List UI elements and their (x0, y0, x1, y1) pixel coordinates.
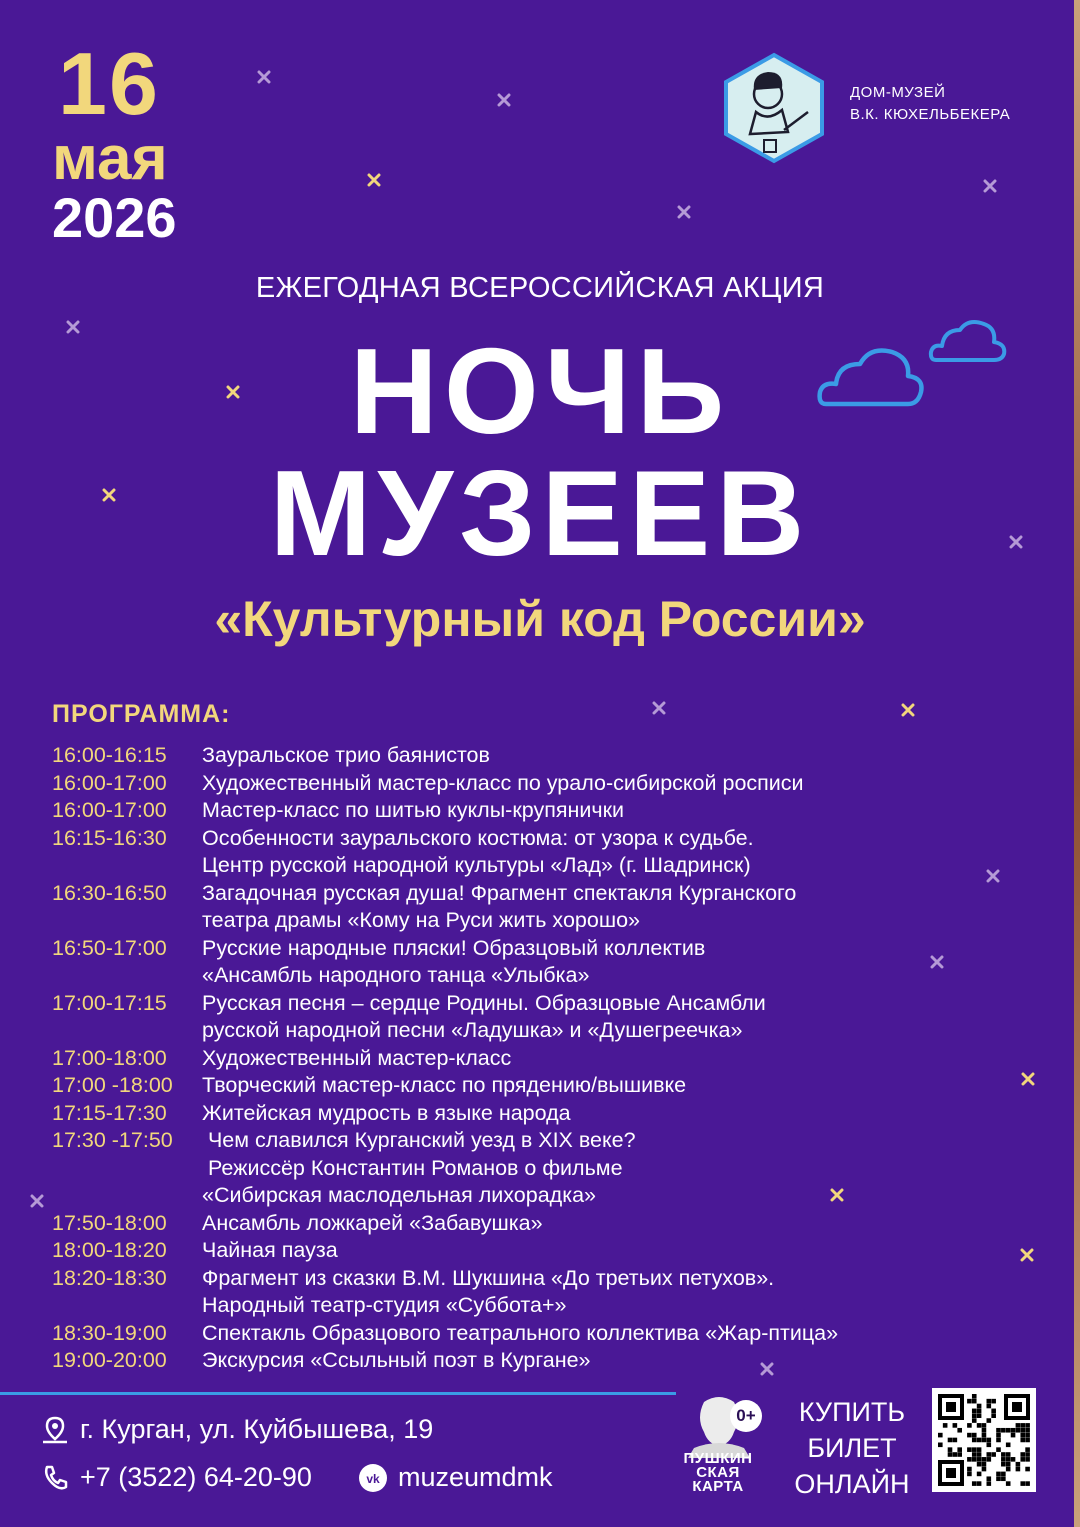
star-icon (30, 1194, 44, 1208)
program-description: Спектакль Образцового театрального коллектива «Жар-птица» (202, 1320, 839, 1345)
program-schedule (52, 742, 1012, 1375)
program-row (52, 962, 1012, 990)
program-row (52, 1265, 1012, 1293)
age-rating-badge: 0+ (730, 1400, 762, 1432)
vk-text: muzeumdmk (398, 1462, 553, 1492)
buy-line3: ОНЛАЙН (794, 1469, 910, 1499)
phone-contact[interactable] (40, 1462, 312, 1493)
star-icon (983, 179, 997, 193)
program-time: 16:00-17:00 (52, 798, 167, 822)
program-row (52, 1072, 1012, 1100)
vk-contact[interactable] (358, 1462, 553, 1493)
event-annual-label: ЕЖЕГОДНАЯ ВСЕРОССИЙСКАЯ АКЦИЯ (255, 272, 825, 304)
program-row (52, 1292, 1012, 1320)
program-row (52, 1237, 1012, 1265)
event-title-line2: МУЗЕЕВ (269, 445, 811, 581)
qr-code-icon[interactable] (932, 1388, 1036, 1492)
pushkin-card-line1: ПУШКИН (683, 1450, 753, 1467)
program-time: 16:30-16:50 (52, 880, 167, 905)
program-row (52, 1320, 1012, 1348)
address-contact (40, 1414, 433, 1445)
date-month: мая (52, 124, 168, 193)
star-icon (901, 703, 915, 717)
portrait-logo-icon (722, 52, 826, 164)
program-time: 17:00-17:15 (52, 990, 167, 1015)
program-time: 17:00-18:00 (52, 1045, 167, 1070)
program-description: Художественный мастер-класс (202, 1045, 512, 1070)
program-description: русской народной песни «Ладушка» и «Душегреечка» (202, 1018, 743, 1042)
program-description: Особенности зауральского костюма: от узора к судьбе. (202, 825, 754, 850)
program-row (52, 852, 1012, 880)
program-time: 16:15-16:30 (52, 825, 167, 850)
map-pin-icon (40, 1415, 70, 1445)
program-description: Народный театр-студия «Суббота+» (202, 1293, 567, 1317)
museum-name-line1: ДОМ-МУЗЕЙ (850, 84, 946, 101)
program-row (52, 880, 1012, 908)
program-description: Центр русской народной культуры «Лад» (г. Шадринск) (202, 853, 751, 877)
program-row (52, 1155, 1012, 1183)
program-time (52, 962, 202, 990)
program-description: Чайная пауза (202, 1238, 338, 1262)
program-row (52, 990, 1012, 1018)
date-day: 16 (58, 34, 160, 133)
vk-icon (358, 1463, 388, 1493)
event-title-line1: НОЧЬ (349, 323, 731, 459)
program-row (52, 1017, 1012, 1045)
phone-icon (40, 1463, 70, 1493)
program-time: 17:50-18:00 (52, 1210, 167, 1235)
program-description: Творческий мастер-класс по прядению/вышивке (202, 1073, 687, 1097)
date-year: 2026 (52, 186, 177, 249)
program-description: Загадочная русская душа! Фрагмент спектакля Курганского (202, 880, 797, 905)
program-heading: ПРОГРАММА: (52, 700, 231, 728)
program-description: Чем славился Курганский уезд в XIX веке? (202, 1128, 636, 1152)
buy-line1: КУПИТЬ (798, 1397, 906, 1427)
program-row (52, 1127, 1012, 1155)
program-time: 16:00-16:15 (52, 743, 167, 767)
program-description: Режиссёр Константин Романов о фильме (202, 1155, 623, 1180)
program-time: 16:50-17:00 (52, 935, 167, 960)
buy-line2: БИЛЕТ (807, 1433, 897, 1463)
program-row (52, 797, 1012, 825)
program-row (52, 1100, 1012, 1128)
star-icon (1021, 1072, 1035, 1086)
program-time: 17:00 -18:00 (52, 1073, 173, 1097)
museum-name-line2: В.К. КЮХЕЛЬБЕКЕРА (850, 106, 1011, 123)
program-row (52, 825, 1012, 853)
program-time (52, 1292, 202, 1320)
program-row (52, 770, 1012, 798)
svg-text:vk: vk (366, 1471, 380, 1486)
program-description: Русские народные пляски! Образцовый коллектив (202, 935, 706, 960)
star-icon (677, 205, 691, 219)
program-description: Зауральское трио баянистов (202, 743, 490, 767)
program-time: 18:30-19:00 (52, 1320, 167, 1345)
program-time: 17:15-17:30 (52, 1100, 167, 1125)
program-description: театра драмы «Кому на Руси жить хорошо» (202, 908, 640, 932)
program-time (52, 852, 202, 880)
program-description: «Сибирская маслодельная лихорадка» (202, 1183, 596, 1207)
star-icon (652, 701, 666, 715)
buy-ticket-label[interactable] (784, 1394, 920, 1502)
pushkin-card-logo (666, 1452, 770, 1494)
program-row (52, 907, 1012, 935)
program-time: 19:00-20:00 (52, 1348, 167, 1372)
event-subtitle: «Культурный код России» (214, 591, 866, 647)
star-icon (497, 93, 511, 107)
program-description: Мастер-класс по шитью куклы-крупянички (202, 798, 625, 822)
program-description: Ансамбль ложкарей «Забавушка» (202, 1210, 543, 1235)
phone-text: +7 (3522) 64-20-90 (80, 1462, 312, 1492)
address-text: г. Курган, ул. Куйбышева, 19 (80, 1414, 434, 1444)
program-time: 18:00-18:20 (52, 1238, 167, 1262)
program-row (52, 1182, 1012, 1210)
right-edge-strip (1074, 0, 1080, 1527)
program-description: «Ансамбль народного танца «Улыбка» (202, 963, 590, 987)
star-icon (257, 70, 271, 84)
program-time (52, 1017, 202, 1045)
program-row (52, 1210, 1012, 1238)
program-time (52, 1182, 202, 1210)
program-row (52, 742, 1012, 770)
star-icon (367, 173, 381, 187)
pushkin-card-line3: КАРТА (692, 1478, 744, 1495)
program-time (52, 907, 202, 935)
program-description: Фрагмент из сказки В.М. Шукшина «До третьих петухов». (202, 1265, 775, 1290)
footer-divider (0, 1392, 676, 1395)
program-description: Житейская мудрость в языке народа (202, 1100, 571, 1125)
program-time: 18:20-18:30 (52, 1265, 167, 1290)
program-time: 16:00-17:00 (52, 770, 167, 795)
museum-name (850, 82, 1010, 126)
star-icon (1020, 1248, 1034, 1262)
program-row (52, 935, 1012, 963)
program-time (52, 1155, 202, 1183)
program-time: 17:30 -17:50 (52, 1128, 173, 1152)
program-description: Художественный мастер-класс по урало-сибирской росписи (202, 770, 804, 795)
program-description: Русская песня – сердце Родины. Образцовые Ансамбли (202, 990, 766, 1015)
program-row (52, 1045, 1012, 1073)
pushkin-card-line2: СКАЯ (696, 1464, 740, 1481)
program-description: Экскурсия «Ссыльный поэт в Кургане» (202, 1348, 591, 1372)
program-row (52, 1347, 1012, 1375)
